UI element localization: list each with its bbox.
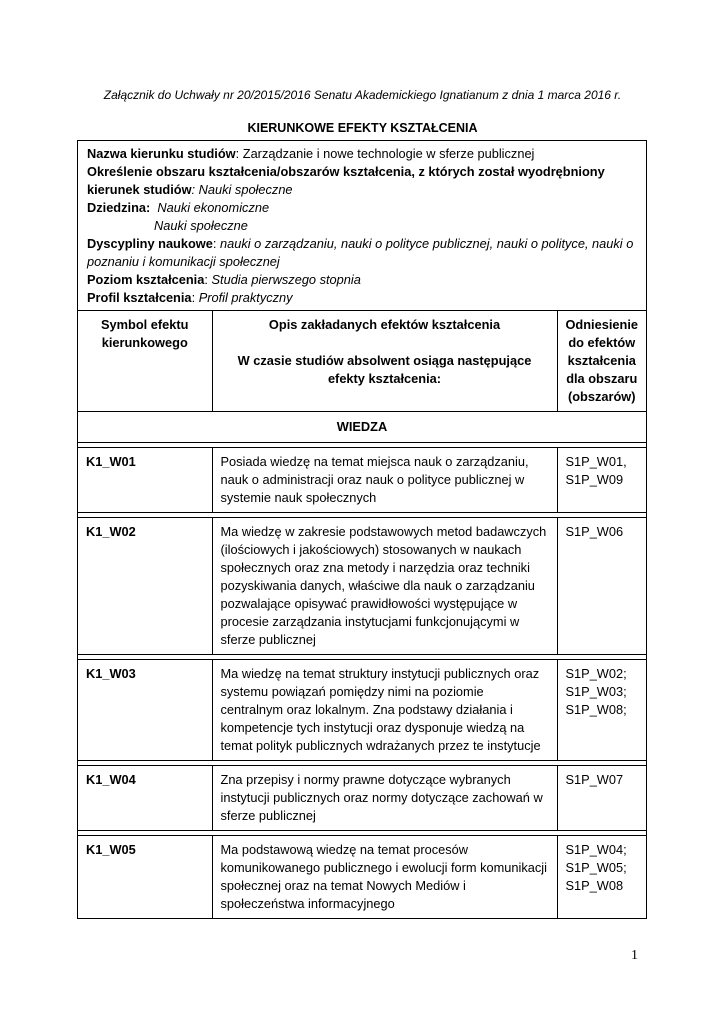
area-line: Określenie obszaru kształcenia/obszarów kształcenia, z których został wyodrębniony kierunek studiów: Nauki społeczne xyxy=(87,164,605,197)
symbol-header: Symbol efektu kierunkowego xyxy=(78,311,212,412)
effect-reference: S1P_W02; S1P_W03; S1P_W08; xyxy=(557,660,646,761)
program-info xyxy=(78,141,646,311)
effect-description: Ma podstawową wiedzę na temat procesów komunikowanego publicznego i ewolucji form komunikacji społecznej oraz na temat Nowych Mediów i społeczeństwa informacyjnego xyxy=(212,836,557,919)
effect-symbol: K1_W04 xyxy=(78,766,212,831)
level-line: Poziom kształcenia: Studia pierwszego stopnia xyxy=(87,272,361,287)
section-title: WIEDZA xyxy=(78,412,646,443)
effect-description: Posiada wiedzę na temat miejsca nauk o zarządzaniu, nauk o administracji oraz nauk o polityce publicznej w systemie nauk społecznych xyxy=(212,448,557,513)
table-row xyxy=(78,660,646,761)
effect-description: Zna przepisy i normy prawne dotyczące wybranych instytucji publicznych oraz normy dotyczące zachowań w sferze publicznej xyxy=(212,766,557,831)
document-title: KIERUNKOWE EFEKTY KSZTAŁCENIA xyxy=(247,121,478,135)
domain-line-2: Nauki społeczne xyxy=(154,218,248,233)
table-row xyxy=(78,518,646,655)
effects-frame xyxy=(77,140,647,919)
effect-reference: S1P_W06 xyxy=(557,518,646,655)
header-note: Załącznik do Uchwały nr 20/2015/2016 Senatu Akademickiego Ignatianum z dnia 1 marca 2016 r. xyxy=(103,88,622,102)
table-row xyxy=(78,836,646,919)
disciplines-line: Dyscypliny naukowe: nauki o zarządzaniu, nauki o polityce publicznej, nauki o polityce, nauki o poznaniu i komunikacji społecznej xyxy=(87,236,634,269)
table-row xyxy=(78,766,646,831)
effect-reference: S1P_W07 xyxy=(557,766,646,831)
table-header-row xyxy=(78,311,646,412)
profile-line: Profil kształcenia: Profil praktyczny xyxy=(87,290,293,305)
effects-table xyxy=(78,311,646,918)
effect-reference: S1P_W01, S1P_W09 xyxy=(557,448,646,513)
effect-symbol: K1_W05 xyxy=(78,836,212,919)
effect-description: Ma wiedzę na temat struktury instytucji publicznych oraz systemu powiązań pomiędzy nimi na poziomie centralnym oraz lokalnym. Zna podstawy działania i kompetencje tych instytucji oraz dysponuje wiedzą na temat polityk publicznych wdrażanych przez te instytucje xyxy=(212,660,557,761)
effect-symbol: K1_W02 xyxy=(78,518,212,655)
description-header: Opis zakładanych efektów kształcenia W czasie studiów absolwent osiąga następujące efekty kształcenia: xyxy=(212,311,557,412)
table-row xyxy=(78,448,646,513)
field-of-study-line: Nazwa kierunku studiów: Zarządzanie i nowe technologie w sferze publicznej xyxy=(87,146,535,161)
effect-symbol: K1_W01 xyxy=(78,448,212,513)
page-number: 1 xyxy=(631,948,638,963)
effect-symbol: K1_W03 xyxy=(78,660,212,761)
effect-description: Ma wiedzę w zakresie podstawowych metod badawczych (ilościowych i jakościowych) stosowanych w naukach społecznych oraz zna metody i narzędzia oraz techniki pozyskiwania danych, właściwe dla nauk o zarządzaniu pozwalające opisywać prawidłowości występujące w procesie zarządzania instytucjami funkcjonującymi w sferze publicznej xyxy=(212,518,557,655)
domain-line: Dziedzina: Nauki ekonomiczne xyxy=(87,200,270,215)
section-row xyxy=(78,412,646,443)
reference-header: Odniesienie do efektów kształcenia dla obszaru (obszarów) xyxy=(557,311,646,412)
effect-reference: S1P_W04; S1P_W05; S1P_W08 xyxy=(557,836,646,919)
